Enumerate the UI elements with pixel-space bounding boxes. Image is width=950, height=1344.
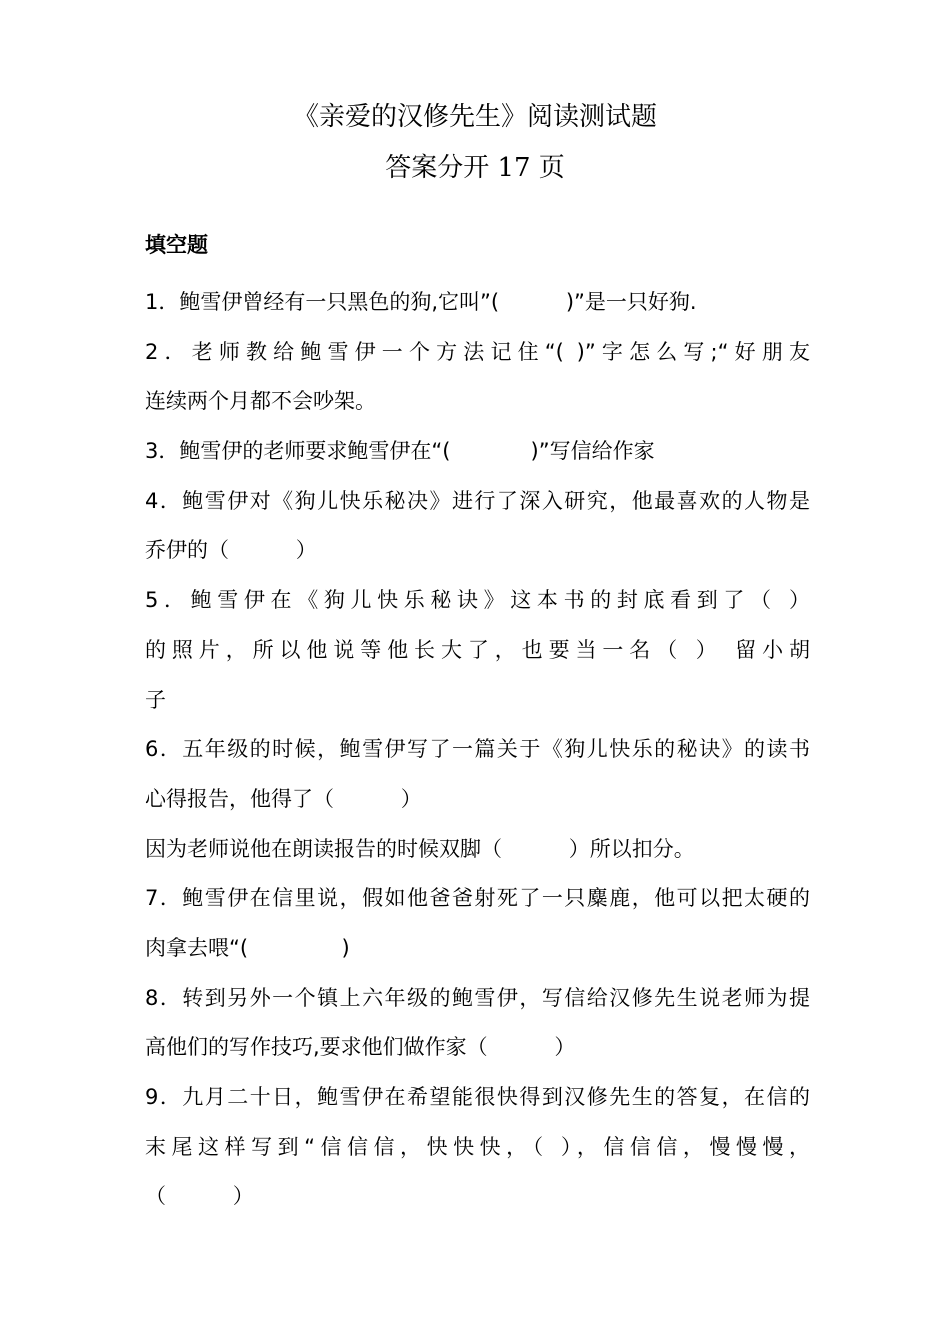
question-list bbox=[145, 278, 810, 1222]
question-line: 2．老师教给鲍雪伊一个方法记住“( )”字怎么写;“好朋友 bbox=[145, 339, 810, 364]
document-title: 《亲爱的汉修先生》阅读测试题 bbox=[292, 102, 657, 132]
question-line: 6．五年级的时候，鲍雪伊写了一篇关于《狗儿快乐的秘诀》的读书 bbox=[145, 737, 810, 762]
question-line: 连续两个月都不会吵架。 bbox=[145, 389, 376, 414]
question-line: 肉拿去喂“( ) bbox=[145, 935, 350, 960]
question-line: 心得报告，他得了（ ） bbox=[145, 786, 422, 811]
question-line: 高他们的写作技巧,要求他们做作家（ ） bbox=[145, 1035, 576, 1060]
question-line: 子 bbox=[145, 687, 166, 712]
question-line: 8．转到另外一个镇上六年级的鲍雪伊，写信给汉修先生说老师为提 bbox=[145, 985, 810, 1010]
question-line: 末尾这样写到“信信信，快快快，（ ），信信信，慢慢慢， bbox=[145, 1134, 810, 1159]
document-subtitle: 答案分开 17 页 bbox=[385, 153, 565, 183]
question-line: （ ） bbox=[145, 1184, 254, 1209]
question-line: 7．鲍雪伊在信里说，假如他爸爸射死了一只麋鹿，他可以把太硬的 bbox=[145, 886, 810, 911]
question-line: 3．鲍雪伊的老师要求鲍雪伊在“( )”写信给作家 bbox=[145, 439, 655, 464]
question-line: 4．鲍雪伊对《狗儿快乐秘决》进行了深入研究，他最喜欢的人物是 bbox=[145, 488, 810, 513]
question-line: 5．鲍雪伊在《狗儿快乐秘诀》这本书的封底看到了（ ） bbox=[145, 588, 810, 613]
section-heading: 填空题 bbox=[145, 233, 208, 257]
question-line: 乔伊的（ ） bbox=[145, 538, 317, 563]
question-line: 9．九月二十日，鲍雪伊在希望能很快得到汉修先生的答复，在信的 bbox=[145, 1085, 810, 1109]
question-line: 的照片，所以他说等他长大了，也要当一名（ ） 留小胡 bbox=[145, 637, 810, 662]
question-line: 1．鲍雪伊曾经有一只黑色的狗,它叫”( )”是一只好狗. bbox=[145, 290, 697, 314]
question-line: 因为老师说他在朗读报告的时候双脚（ ）所以扣分。 bbox=[145, 836, 695, 861]
